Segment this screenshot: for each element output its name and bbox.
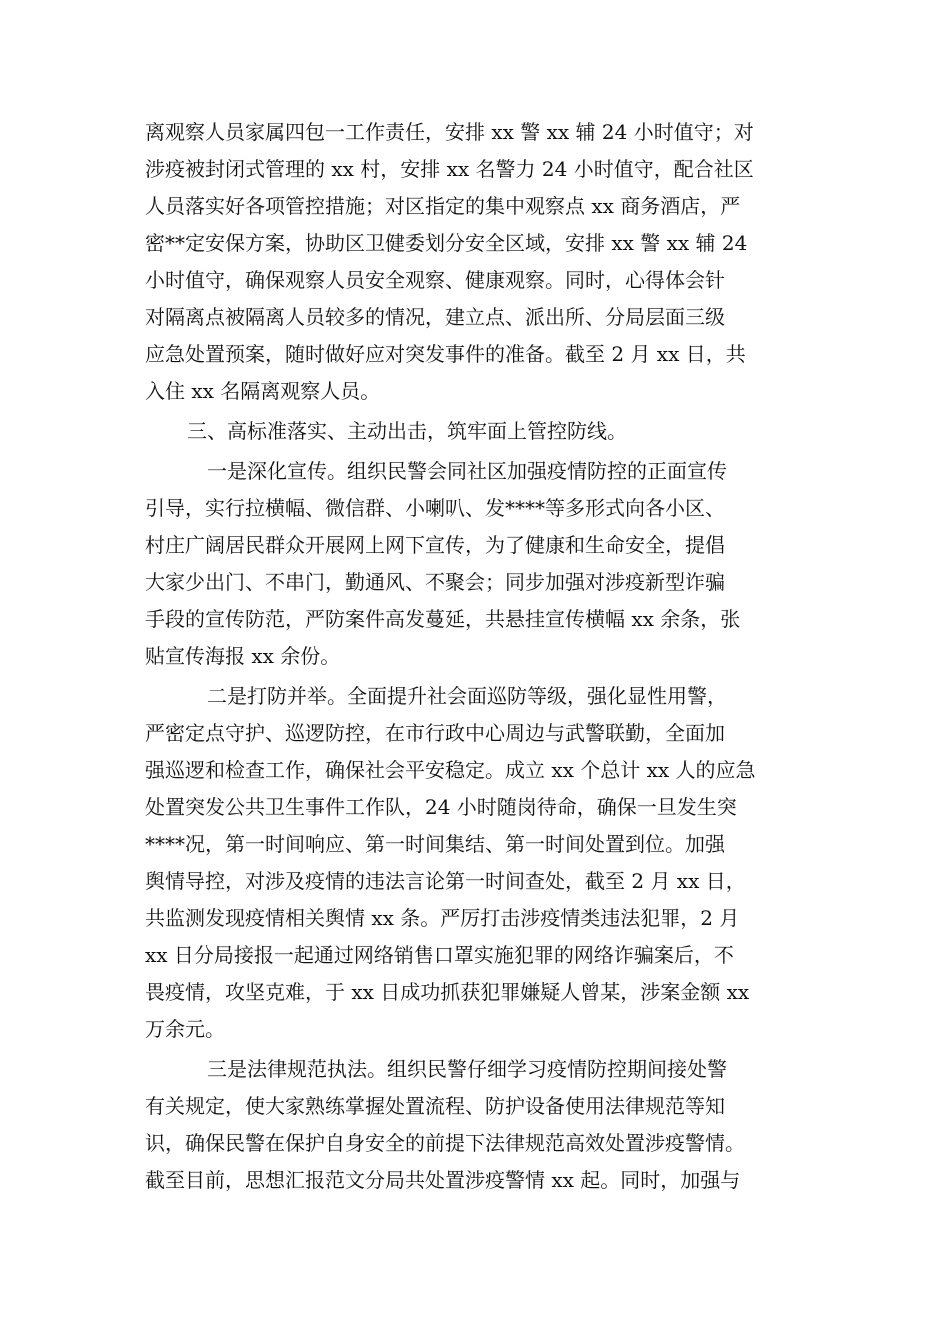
text-line: 共监测发现疫情相关舆情 xx 条。严厉打击涉疫情类违法犯罪，2 月 — [145, 906, 740, 930]
text-line: 村庄广阔居民群众开展网上网下宣传，为了健康和生命安全，提倡 — [145, 533, 725, 557]
text-line: 严密定点守护、巡逻防控，在市行政中心周边与武警联勤，全面加 — [145, 721, 725, 745]
paragraph-p4 — [145, 678, 807, 1048]
text-line: 有关规定，使大家熟练掌握处置流程、防护设备使用法律规范等知 — [145, 1094, 725, 1118]
text-line: 涉疫被封闭式管理的 xx 村，安排 xx 名警力 24 小时值守，配合社区 — [145, 157, 754, 181]
text-line: 大家少出门、不串门，勤通风、不聚会；同步加强对涉疫新型诈骗 — [145, 570, 725, 594]
document-page — [145, 114, 807, 1199]
text-line: 人员落实好各项管控措施；对区指定的集中观察点 xx 商务酒店，严 — [145, 194, 741, 218]
text-line: 离观察人员家属四包一工作责任，安排 xx 警 xx 辅 24 小时值守；对 — [145, 120, 754, 144]
paragraph-p5 — [145, 1051, 807, 1199]
text-line: 截至目前，思想汇报范文分局共处置涉疫警情 xx 起。同时，加强与 — [145, 1168, 741, 1192]
text-line: 三是法律规范执法。组织民警仔细学习疫情防控期间接处警 — [207, 1057, 727, 1081]
text-line: 引导，实行拉横幅、微信群、小喇叭、发****等多形式向各小区、 — [145, 496, 725, 520]
text-line: xx 日分局接报一起通过网络销售口罩实施犯罪的网络诈骗案后，不 — [145, 943, 734, 967]
text-line: 二是打防并举。全面提升社会面巡防等级，强化显性用警， — [207, 684, 727, 708]
text-line: 手段的宣传防范，严防案件高发蔓延，共悬挂宣传横幅 xx 余条，张 — [145, 607, 741, 631]
text-line: 对隔离点被隔离人员较多的情况，建立点、派出所、分局层面三级 — [145, 305, 725, 329]
text-line: 处置突发公共卫生事件工作队，24 小时随岗待命，确保一旦发生突 — [145, 795, 737, 819]
text-line: 舆情导控，对涉及疫情的违法言论第一时间查处，截至 2 月 xx 日， — [145, 869, 746, 893]
text-line: 三、高标准落实、主动出击，筑牢面上管控防线。 — [187, 419, 627, 443]
text-line: 畏疫情，攻坚克难，于 xx 日成功抓获犯罪嫌疑人曾某，涉案金额 xx — [145, 980, 750, 1004]
paragraph-p1 — [145, 114, 807, 410]
text-line: 万余元。 — [145, 1017, 225, 1041]
text-line: 识，确保民警在保护自身安全的前提下法律规范高效处置涉疫警情。 — [145, 1131, 745, 1155]
paragraph-p2 — [145, 413, 807, 450]
text-line: 应急处置预案，随时做好应对突发事件的准备。截至 2 月 xx 日，共 — [145, 342, 746, 366]
text-line: 贴宣传海报 xx 余份。 — [145, 644, 341, 668]
text-line: 密**定安保方案，协助区卫健委划分安全区域，安排 xx 警 xx 辅 24 — [145, 231, 748, 255]
text-line: ****况，第一时间响应、第一时间集结、第一时间处置到位。加强 — [145, 832, 725, 856]
text-line: 强巡逻和检查工作，确保社会平安稳定。成立 xx 个总计 xx 人的应急 — [145, 758, 756, 782]
paragraph-p3 — [145, 453, 807, 675]
text-line: 入住 xx 名隔离观察人员。 — [145, 379, 381, 403]
text-line: 一是深化宣传。组织民警会同社区加强疫情防控的正面宣传 — [207, 459, 727, 483]
text-line: 小时值守，确保观察人员安全观察、健康观察。同时，心得体会针 — [145, 268, 725, 292]
